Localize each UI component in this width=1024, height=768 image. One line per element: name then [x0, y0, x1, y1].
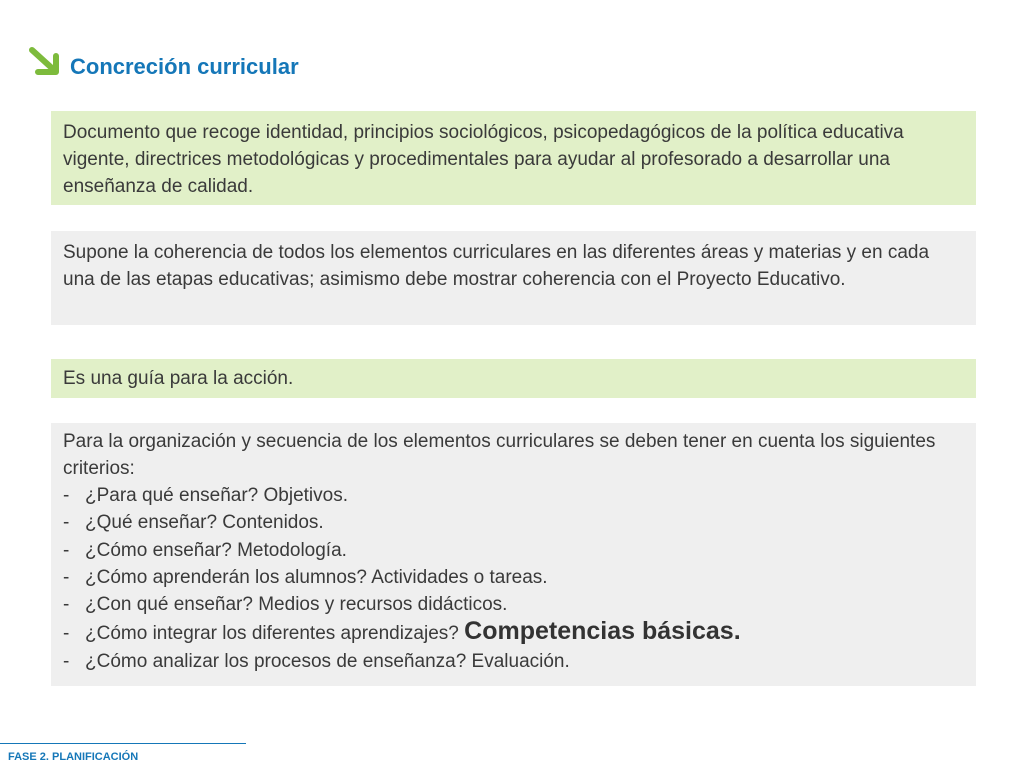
- list-item-text: ¿Cómo aprenderán los alumnos? Actividades o tareas.: [85, 566, 548, 588]
- list-dash: -: [63, 594, 70, 616]
- coherence-box: Supone la coherencia de todos los elementos curriculares en las diferentes áreas y materias y en cada una de las etapas educativas; asimismo debe mostrar coherencia con el Proyecto Educativo.: [51, 231, 976, 325]
- list-dash: -: [63, 650, 70, 672]
- footer-label: FASE 2. PLANIFICACIÓN: [8, 751, 139, 763]
- definition-box: Documento que recoge identidad, principios sociológicos, psicopedagógicos de la política educativa vigente, directrices metodológicas y procedimentales para ayudar al profesorado a desarrollar una enseñanza de calidad.: [51, 111, 976, 205]
- list-item-text: ¿Qué enseñar? Contenidos.: [85, 512, 324, 534]
- list-item: [63, 591, 964, 618]
- list-dash: -: [63, 623, 70, 645]
- highlight-question: ¿Cómo integrar los diferentes aprendizajes?: [85, 623, 465, 645]
- criteria-intro: Para la organización y secuencia de los elementos curriculares se deben tener en cuenta los siguientes criterios:: [63, 431, 936, 479]
- list-item-text: ¿Para qué enseñar? Objetivos.: [85, 485, 348, 506]
- list-item-text: ¿Con qué enseñar? Medios y recursos didácticos.: [85, 594, 508, 616]
- arrow-down-right-icon: [28, 46, 64, 80]
- list-dash: -: [63, 512, 70, 534]
- title-row: [28, 40, 299, 80]
- list-dash: -: [63, 485, 70, 506]
- guide-box: Es una guía para la acción.: [51, 359, 976, 398]
- criteria-list: [63, 482, 964, 675]
- list-item-highlight: [63, 618, 964, 647]
- page-title: Concreción curricular: [70, 54, 299, 79]
- list-item-text: ¿Cómo enseñar? Metodología.: [85, 539, 347, 561]
- list-item: [63, 537, 964, 564]
- list-item: [63, 648, 964, 675]
- footer-divider: [0, 743, 246, 744]
- list-item: [63, 509, 964, 536]
- list-item: [63, 482, 964, 509]
- competencias-emphasis: Competencias básicas.: [464, 617, 741, 646]
- list-item-text: [85, 618, 741, 647]
- list-item-text: ¿Cómo analizar los procesos de enseñanza? Evaluación.: [85, 650, 570, 672]
- list-dash: -: [63, 566, 70, 588]
- list-dash: -: [63, 539, 70, 561]
- list-item: [63, 564, 964, 591]
- criteria-box: [51, 423, 976, 686]
